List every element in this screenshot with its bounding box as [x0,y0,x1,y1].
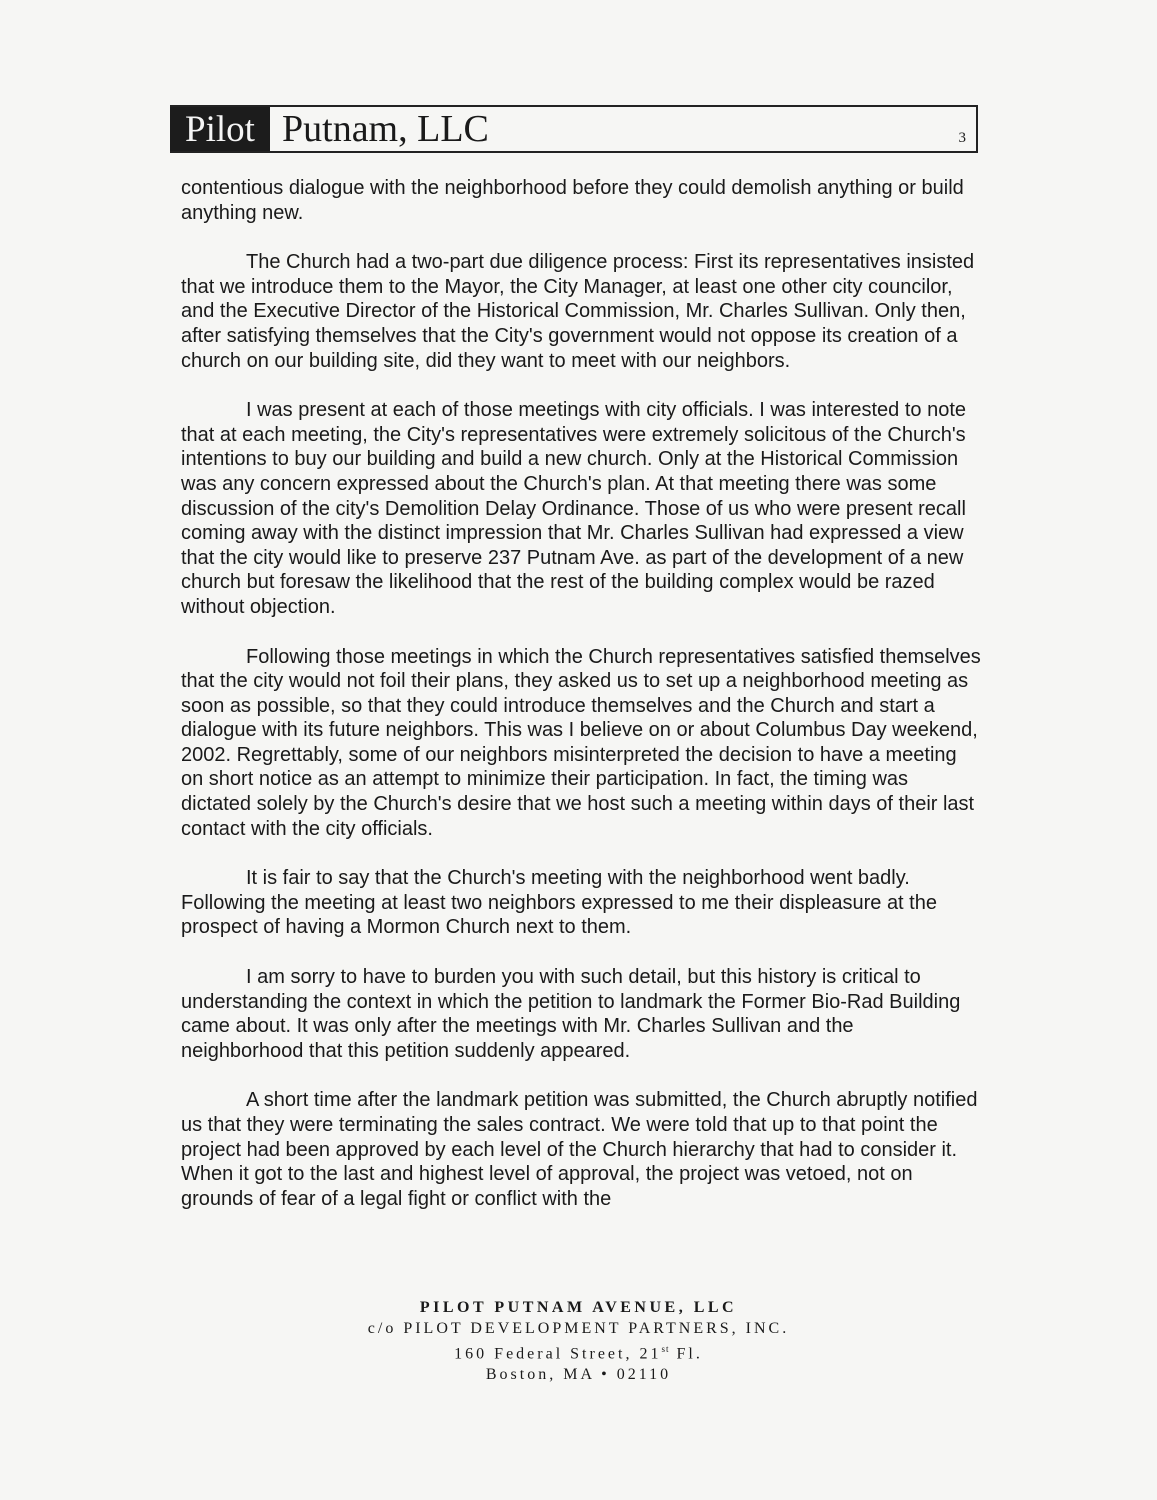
letter-body [181,176,981,1236]
paragraph-city-meetings: I was present at each of those meetings with city officials. I was interested to note that at each meeting, the City's representatives were extremely solicitous of the Church's intentions to buy our building and build a new church. Only at the Historical Commission was any concern expressed about the Church's plan. At that meeting there was some discussion of the city's Demolition Delay Ordinance. Those of us who were present recall coming away with the distinct impression that Mr. Charles Sullivan had expressed a view that the city would like to preserve 237 Putnam Ave. as part of the development of a new church but foresaw the likelihood that the rest of the building complex would be razed without objection. [181,399,966,618]
footer-street [0,1339,1157,1364]
paragraph-continuation: contentious dialogue with the neighborhood before they could demolish anything or build anything new. [181,177,964,224]
paragraph-petition-context: I am sorry to have to burden you with such detail, but this history is critical to understanding the context in which the petition to landmark the Former Bio-Rad Building came about. It was only after the meetings with Mr. Charles Sullivan and the neighborhood that this petition suddenly appeared. [181,966,961,1062]
paragraph-contract-termination: A short time after the landmark petition was submitted, the Church abruptly notified us that they were terminating the sales contract. We were told that up to that point the project had been approved by each level of the Church hierarchy that had to consider it. When it got to the last and highest level of approval, the project was vetoed, not on grounds of fear of a legal fight or conflict with the [181,1089,978,1210]
paragraph-meeting-outcome: It is fair to say that the Church's meeting with the neighborhood went badly. Following the meeting at least two neighbors expressed to me their displeasure at the prospect of having a Mormon Church next to them. [181,867,937,939]
paragraph-neighborhood-meeting: Following those meetings in which the Church representatives satisfied themselves that the city would not foil their plans, they asked us to set up a neighborhood meeting as soon as possible, so that they could introduce themselves and the Church and start a dialogue with its future neighbors. This was I believe on or about Columbus Day weekend, 2002. Regrettably, some of our neighbors misinterpreted the decision to have a meeting on short notice as an attempt to minimize their participation. In fact, the timing was dictated solely by the Church's desire that we host such a meeting within days of their last contact with the city officials. [181,645,981,840]
footer-company: PILOT PUTNAM AVENUE, LLC [419,1299,738,1316]
footer-care-of: c/o PILOT DEVELOPMENT PARTNERS, INC. [367,1320,790,1337]
footer-street-suffix: st [661,1344,670,1354]
letterhead [170,105,978,153]
logo-pilot: Pilot [170,107,270,151]
footer-address [0,1297,1157,1385]
footer-street-number: 160 Federal Street, 21 [454,1345,662,1363]
paragraph-due-diligence: The Church had a two-part due diligence process: First its representatives insisted that we introduce them to the Mayor, the City Manager, at least one other city councilor, and the Executive Director of the Historical Commission, Mr. Charles Sullivan. Only then, after satisfying themselves that the City's government would not oppose its creation of a church on our building site, did they want to meet with our neighbors. [181,251,975,372]
footer-city: Boston, MA • 02110 [485,1366,672,1384]
footer-street-floor: Fl. [669,1345,703,1363]
page-number: 3 [958,130,966,146]
logo-company-name: Putnam, LLC [282,108,489,150]
